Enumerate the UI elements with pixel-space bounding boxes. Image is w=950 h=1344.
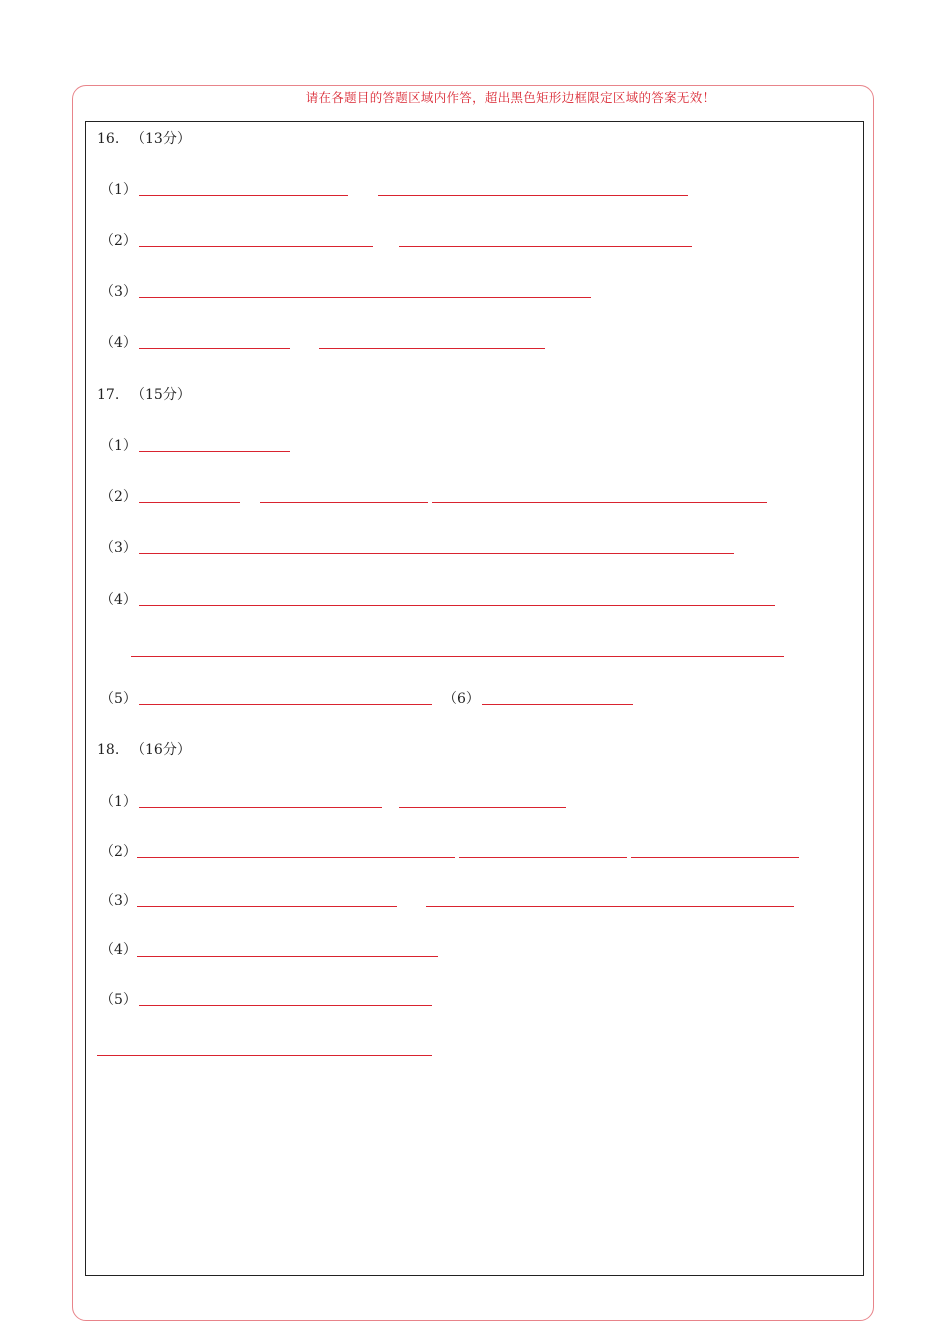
q17-part-2-label: （2）	[100, 489, 137, 505]
q17-part-4-blank-line-2[interactable]	[131, 656, 784, 657]
q18-part-2-blank-b[interactable]	[459, 857, 627, 858]
q17-part-6-blank[interactable]	[482, 704, 633, 705]
q18-part-3-blank-b[interactable]	[426, 906, 794, 907]
q16-part-3-blank[interactable]	[139, 297, 591, 298]
q18-part-1-label: （1）	[100, 794, 137, 810]
question-18-score: （16分）	[131, 742, 191, 758]
question-16-score: （13分）	[131, 131, 191, 147]
q18-part-2-blank-c[interactable]	[631, 857, 799, 858]
q17-part-5-blank[interactable]	[139, 704, 432, 705]
q17-part-3-label: （3）	[100, 540, 137, 556]
q17-part-1-label: （1）	[100, 438, 137, 454]
q17-part-2-blank-a[interactable]	[139, 502, 240, 503]
q16-part-2-blank-a[interactable]	[139, 246, 373, 247]
q16-part-4-blank-a[interactable]	[139, 348, 290, 349]
q17-part-6-label: （6）	[443, 691, 480, 707]
question-16-number: 16.	[97, 131, 120, 147]
q18-part-5-blank-line-1[interactable]	[139, 1005, 432, 1006]
q16-part-4-label: （4）	[100, 335, 137, 351]
q16-part-1-blank-a[interactable]	[139, 195, 348, 196]
q16-part-4-blank-b[interactable]	[319, 348, 545, 349]
q17-part-2-blank-b[interactable]	[260, 502, 428, 503]
q16-part-2-blank-b[interactable]	[399, 246, 692, 247]
q16-part-1-label: （1）	[100, 182, 137, 198]
q18-part-4-label: （4）	[100, 942, 137, 958]
q18-part-3-label: （3）	[100, 893, 137, 909]
answer-area-notice: 请在各题目的答题区域内作答，超出黑色矩形边框限定区域的答案无效！	[305, 90, 716, 105]
q17-part-2-blank-c[interactable]	[432, 502, 767, 503]
q18-part-2-label: （2）	[100, 844, 137, 860]
question-17-score: （15分）	[131, 387, 191, 403]
q18-part-3-blank-a[interactable]	[137, 906, 397, 907]
q18-part-1-blank-b[interactable]	[399, 807, 566, 808]
q18-part-1-blank-a[interactable]	[139, 807, 382, 808]
q16-part-2-label: （2）	[100, 233, 137, 249]
q18-part-5-blank-line-2[interactable]	[97, 1055, 432, 1056]
q18-part-4-blank[interactable]	[137, 956, 438, 957]
q17-part-5-label: （5）	[100, 691, 137, 707]
q17-part-3-blank[interactable]	[139, 553, 734, 554]
q16-part-1-blank-b[interactable]	[378, 195, 688, 196]
q17-part-4-blank-line-1[interactable]	[139, 605, 775, 606]
q16-part-3-label: （3）	[100, 284, 137, 300]
q17-part-1-blank[interactable]	[139, 451, 290, 452]
question-17-number: 17.	[97, 387, 120, 403]
question-18-number: 18.	[97, 742, 120, 758]
q18-part-5-label: （5）	[100, 992, 137, 1008]
q18-part-2-blank-a[interactable]	[137, 857, 455, 858]
q17-part-4-label: （4）	[100, 592, 137, 608]
